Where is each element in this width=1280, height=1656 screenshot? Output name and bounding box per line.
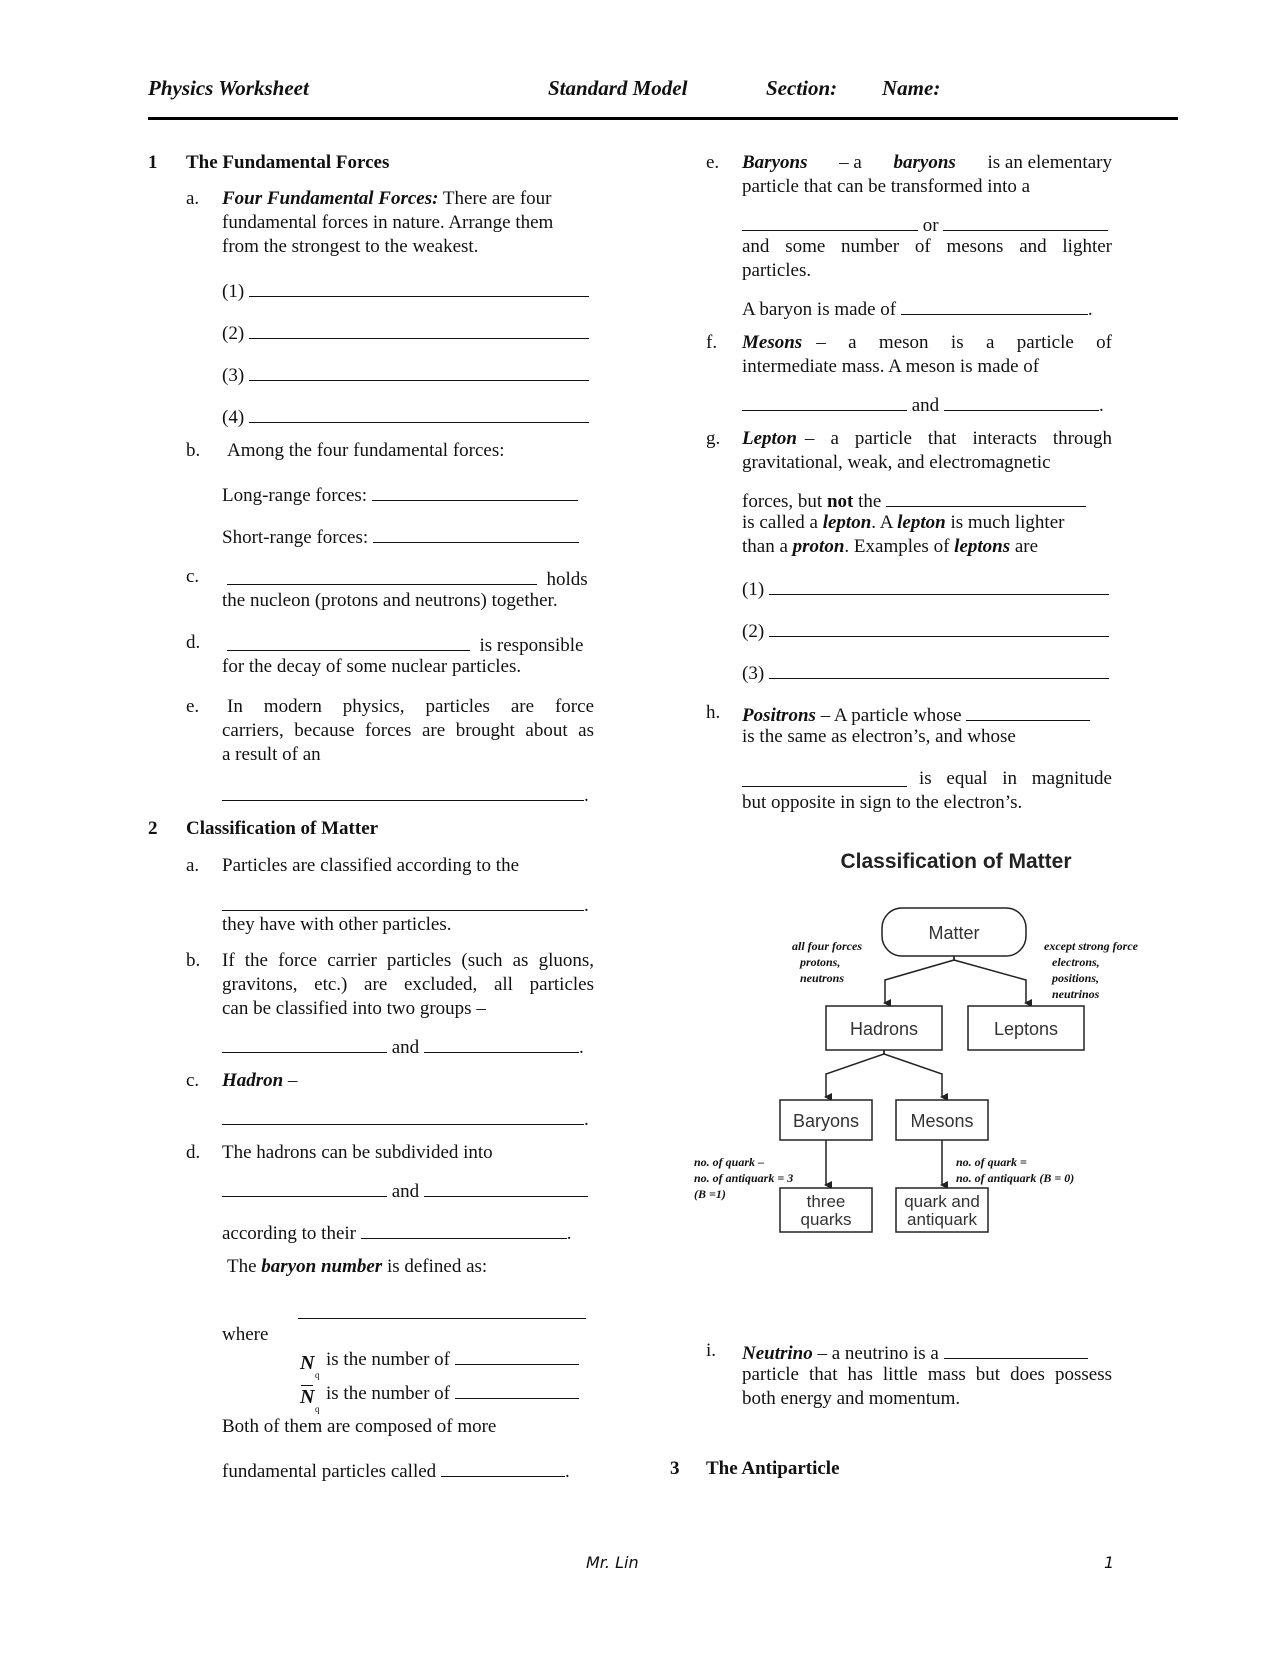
ann-meson-1: no. of quark = (956, 1155, 1027, 1169)
ann-left-1: all four forces (792, 939, 862, 953)
item-1e-line3: a result of an (222, 744, 321, 765)
n-quark-blank[interactable] (455, 1346, 579, 1365)
meson-made-2-blank[interactable] (944, 392, 1099, 411)
item-1a-line3: from the strongest to the weakest. (222, 236, 479, 257)
annotation-all-forces (792, 938, 862, 986)
item-1a-letter: a. (186, 188, 200, 209)
item-1c-line1 (227, 566, 588, 591)
neutrino-rest: – a neutrino is a (817, 1343, 939, 1364)
lepton-example-1-row (742, 576, 1109, 601)
item-2b-period: . (578, 1037, 584, 1058)
fundamental-blank[interactable] (441, 1458, 565, 1477)
baryons-label: Baryons (792, 1111, 860, 1131)
item-2c-answer-row (222, 1106, 589, 1131)
item-g-than-row (742, 536, 1038, 558)
item-g-called-row (742, 512, 1112, 534)
ann-right-3: positions, (1052, 971, 1100, 985)
hadron-sub-2-blank[interactable] (424, 1178, 588, 1197)
lepton-example-2-row (742, 618, 1109, 643)
baryon-made-period: . (1087, 299, 1093, 320)
name-label: Name: (882, 76, 941, 100)
section-3-title: The Antiparticle (706, 1458, 840, 1479)
meson-made-1-blank[interactable] (742, 392, 907, 411)
baryon-transform-2-blank[interactable] (943, 212, 1108, 231)
matter-label: Matter (928, 923, 980, 943)
n-antiquark-text: is the number of (326, 1383, 451, 1404)
section-3-number: 3 (670, 1458, 680, 1479)
item-e-line2: particle that can be transformed into a (742, 176, 1031, 197)
mesons-rest: – a meson is a particle of (816, 332, 1112, 353)
baryon-number-term: baryon number (261, 1256, 383, 1277)
hadron-sub-1-blank[interactable] (222, 1178, 387, 1197)
item-g-letter: g. (706, 428, 721, 449)
neutrino-blank[interactable] (944, 1340, 1088, 1359)
hadron-term: Hadron (222, 1070, 284, 1091)
item-2a-blank[interactable] (222, 892, 584, 911)
positron-property-2-blank[interactable] (742, 768, 907, 787)
item-2d-answer-row (222, 1178, 588, 1203)
item-2a-period: . (584, 895, 589, 916)
item-2a-letter: a. (186, 855, 200, 876)
lepton-example-1-blank[interactable] (769, 576, 1109, 595)
item-2c-period: . (584, 1109, 589, 1130)
item-h-letter: h. (706, 702, 721, 723)
baryons-term: Baryons (742, 152, 808, 173)
group-2-blank[interactable] (424, 1034, 579, 1053)
ann-right-1: except strong force (1044, 939, 1138, 953)
ann-baryon-2: no. of antiquark = 3 (694, 1171, 794, 1185)
item-e-line4: and some number of mesons and lighter (742, 236, 1112, 257)
annotation-meson-number (956, 1154, 1074, 1186)
force-3-blank[interactable] (249, 362, 589, 381)
forces-pre: forces, but (742, 491, 823, 512)
hadron-dash: – (283, 1070, 298, 1091)
lepton-example-3-row (742, 660, 1109, 685)
meson-made-row (742, 392, 1104, 417)
item-1e-letter: e. (186, 696, 200, 717)
section-label: Section: (766, 76, 838, 100)
item-h-line1 (742, 702, 1090, 727)
item-1e-line1: In modern physics, particles are force (227, 696, 594, 717)
force-2-blank[interactable] (249, 320, 589, 339)
ann-baryon-3: (B =1) (694, 1187, 726, 1201)
n-quark-text: is the number of (326, 1349, 451, 1370)
item-1a-line2: fundamental forces in nature. Arrange them (222, 212, 554, 233)
lepton-example-3-label: (3) (742, 663, 765, 684)
long-range-row (222, 482, 578, 507)
called-pre: is called a (742, 512, 818, 533)
baryon-transform-1-blank[interactable] (742, 212, 918, 231)
arrow-hadrons-baryons (826, 1050, 884, 1097)
item-2b-answer-row (222, 1034, 584, 1059)
section-1-title: The Fundamental Forces (186, 152, 390, 173)
lepton-word-1: lepton (822, 512, 872, 533)
n-antiquark-blank[interactable] (455, 1380, 579, 1399)
quark-antiquark-label-2: antiquark (907, 1210, 977, 1229)
item-2d-according-row (222, 1220, 572, 1245)
item-1d-responsible: is responsible (479, 635, 584, 656)
item-1e-period: . (584, 785, 589, 806)
lepton-example-2-blank[interactable] (769, 618, 1109, 637)
baryon-pre: The (227, 1256, 257, 1277)
item-2a-line3: they have with other particles. (222, 914, 452, 935)
baryons-mid: – a (839, 152, 862, 173)
where-label: where (222, 1324, 269, 1345)
force-3-row (222, 362, 589, 387)
short-range-label: Short-range forces: (222, 527, 369, 548)
item-1b-text: Among the four fundamental forces: (227, 440, 505, 461)
short-range-blank[interactable] (373, 524, 579, 543)
worksheet-title: Physics Worksheet (148, 76, 309, 100)
item-2c-letter: c. (186, 1070, 200, 1091)
item-2d-and: and (391, 1181, 420, 1202)
section-2-title: Classification of Matter (186, 818, 379, 839)
item-2b-letter: b. (186, 950, 201, 971)
footer-author: Mr. Lin (586, 1553, 639, 1572)
section-1-number: 1 (148, 152, 158, 173)
annotation-except-strong (1044, 938, 1138, 1002)
fundamental-row (222, 1458, 570, 1483)
item-e-line5: particles. (742, 260, 812, 281)
item-h-equal: is equal in magnitude (919, 768, 1112, 789)
footer-page-number: 1 (1104, 1553, 1115, 1572)
baryon-made-row (742, 296, 1093, 321)
item-g-line1 (742, 428, 1112, 450)
hadron-definition-blank[interactable] (222, 1106, 584, 1125)
item-h-line4: but opposite in sign to the electron’s. (742, 792, 1023, 813)
item-2d-period: . (566, 1223, 572, 1244)
n-quark-subscript: q (315, 1370, 320, 1380)
item-1d-line2: for the decay of some nuclear particles. (222, 656, 522, 677)
annotation-baryon-number (694, 1154, 793, 1202)
long-range-label: Long-range forces: (222, 485, 368, 506)
item-2a-line1: Particles are classified according to the (222, 855, 520, 876)
arrow-matter-leptons (954, 956, 1026, 1003)
item-f-letter: f. (706, 332, 718, 353)
item-1e-line2: carriers, because forces are brought about as (222, 720, 594, 741)
proton-word: proton (792, 536, 845, 557)
short-range-row (222, 524, 579, 549)
three-quarks-label-2: quarks (800, 1210, 852, 1229)
fundamental-period: . (564, 1461, 570, 1482)
item-e-line1 (742, 152, 1112, 174)
n-antiquark-row (326, 1380, 579, 1405)
n-antiquark-bar (301, 1385, 313, 1386)
lepton-example-1-label: (1) (742, 579, 765, 600)
lepton-example-3-blank[interactable] (769, 660, 1109, 679)
item-2d-letter: d. (186, 1142, 201, 1163)
long-range-blank[interactable] (372, 482, 578, 501)
leptons-label: Leptons (993, 1019, 1059, 1039)
item-h-line2: is the same as electron’s, and whose (742, 726, 1016, 747)
item-1c-line2: the nucleon (protons and neutrons) together. (222, 590, 558, 611)
item-i-line2: particle that has little mass but does possess (742, 1364, 1112, 1385)
item-2b-line1: If the force carrier particles (such as gluons, (222, 950, 594, 971)
item-f-line2: intermediate mass. A meson is made of (742, 356, 1040, 377)
baryon-made-blank[interactable] (901, 296, 1088, 315)
baryon-number-line (227, 1256, 487, 1278)
item-g-line2: gravitational, weak, and electromagnetic (742, 452, 1051, 473)
baryon-made-text: A baryon is made of (742, 299, 897, 320)
ann-baryon-1: no. of quark – (694, 1155, 765, 1169)
baryon-formula-blank[interactable] (298, 1300, 586, 1319)
called-post: is much lighter (950, 512, 1065, 533)
forces-post: the (858, 491, 882, 512)
than-post: are (1014, 536, 1039, 557)
item-e-or: or (922, 215, 939, 236)
force-1-label: (1) (222, 281, 245, 302)
item-1d-blank[interactable] (227, 632, 470, 651)
force-4-row (222, 404, 589, 429)
item-1c-blank[interactable] (227, 566, 537, 585)
mesons-term: Mesons (742, 332, 803, 353)
ann-left-3: neutrons (800, 971, 845, 985)
forces-not: not (826, 491, 854, 512)
group-1-blank[interactable] (222, 1034, 387, 1053)
item-f-line1 (742, 332, 1112, 354)
mesons-label: Mesons (910, 1111, 974, 1131)
four-forces-term: Four Fundamental Forces: (222, 188, 439, 209)
item-2d-line1: The hadrons can be subdivided into (222, 1142, 493, 1163)
item-e-letter: e. (706, 152, 720, 173)
item-f-and: and (911, 395, 940, 416)
ann-right-4: neutrinos (1052, 987, 1100, 1001)
positrons-term: Positrons (742, 705, 816, 726)
item-i-letter: i. (706, 1340, 717, 1361)
composed-line: Both of them are composed of more (222, 1416, 497, 1437)
force-4-blank[interactable] (249, 404, 589, 423)
item-1c-holds: holds (546, 569, 588, 590)
section-2-number: 2 (148, 818, 158, 839)
ann-meson-2: no. of antiquark (B = 0) (956, 1171, 1075, 1185)
ann-left-2: protons, (800, 955, 841, 969)
leptons-word: leptons (954, 536, 1011, 557)
item-1e-blank[interactable] (222, 782, 584, 801)
item-1a-line1-rest: There are four (442, 188, 552, 209)
item-e-or-row (742, 212, 1108, 237)
n-quark-symbol: N (300, 1352, 315, 1374)
force-2-label: (2) (222, 323, 245, 344)
than-pre: than a (742, 536, 788, 557)
called-mid: . A (871, 512, 893, 533)
n-antiquark-symbol: N (300, 1386, 315, 1408)
item-i-line1 (742, 1340, 1088, 1365)
lepton-example-2-label: (2) (742, 621, 765, 642)
according-blank[interactable] (361, 1220, 567, 1239)
worksheet-topic: Standard Model (548, 76, 688, 100)
baryons-term-2: baryons (893, 152, 956, 173)
arrow-matter-hadrons (885, 956, 954, 1003)
baryon-post: is defined as: (386, 1256, 488, 1277)
force-4-label: (4) (222, 407, 245, 428)
ann-right-2: electrons, (1052, 955, 1100, 969)
positron-property-1-blank[interactable] (966, 702, 1090, 721)
header-rule (148, 117, 1178, 120)
item-g-forces-row (742, 488, 1086, 513)
arrow-hadrons-mesons (884, 1050, 942, 1097)
than-mid: . Examples of (844, 536, 950, 557)
lepton-force-blank[interactable] (886, 488, 1086, 507)
item-1b-letter: b. (186, 440, 201, 461)
item-2c-line1 (222, 1070, 298, 1092)
force-1-row (222, 278, 589, 303)
positrons-rest: – A particle whose (820, 705, 962, 726)
item-f-period: . (1098, 395, 1104, 416)
n-antiquark-subscript: q (315, 1404, 320, 1414)
item-h-line3 (742, 768, 1112, 790)
item-1e-answer-row (222, 782, 589, 807)
item-2b-line3: can be classified into two groups – (222, 998, 486, 1019)
baryons-rest: is an elementary (987, 152, 1112, 173)
lepton-rest: – a particle that interacts through (804, 428, 1112, 449)
item-1d-letter: d. (186, 632, 201, 653)
force-3-label: (3) (222, 365, 245, 386)
item-2b-and: and (391, 1037, 420, 1058)
lepton-word-2: lepton (897, 512, 946, 533)
item-2b-line2: gravitons, etc.) are excluded, all particles (222, 974, 594, 995)
item-i-line3: both energy and momentum. (742, 1388, 961, 1409)
lepton-term: Lepton (742, 428, 797, 449)
quark-antiquark-label-1: quark and (904, 1192, 980, 1211)
three-quarks-label-1: three (806, 1192, 846, 1211)
item-2d-according: according to their (222, 1223, 357, 1244)
force-1-blank[interactable] (249, 278, 589, 297)
n-quark-row (326, 1346, 579, 1371)
item-1c-letter: c. (186, 566, 200, 587)
force-2-row (222, 320, 589, 345)
fundamental-text: fundamental particles called (222, 1461, 437, 1482)
neutrino-term: Neutrino (742, 1343, 813, 1364)
item-1d-line1 (227, 632, 583, 657)
item-1a-line1 (222, 188, 594, 210)
diagram-title: Classification of Matter (840, 850, 1072, 873)
hadrons-label: Hadrons (849, 1019, 919, 1039)
